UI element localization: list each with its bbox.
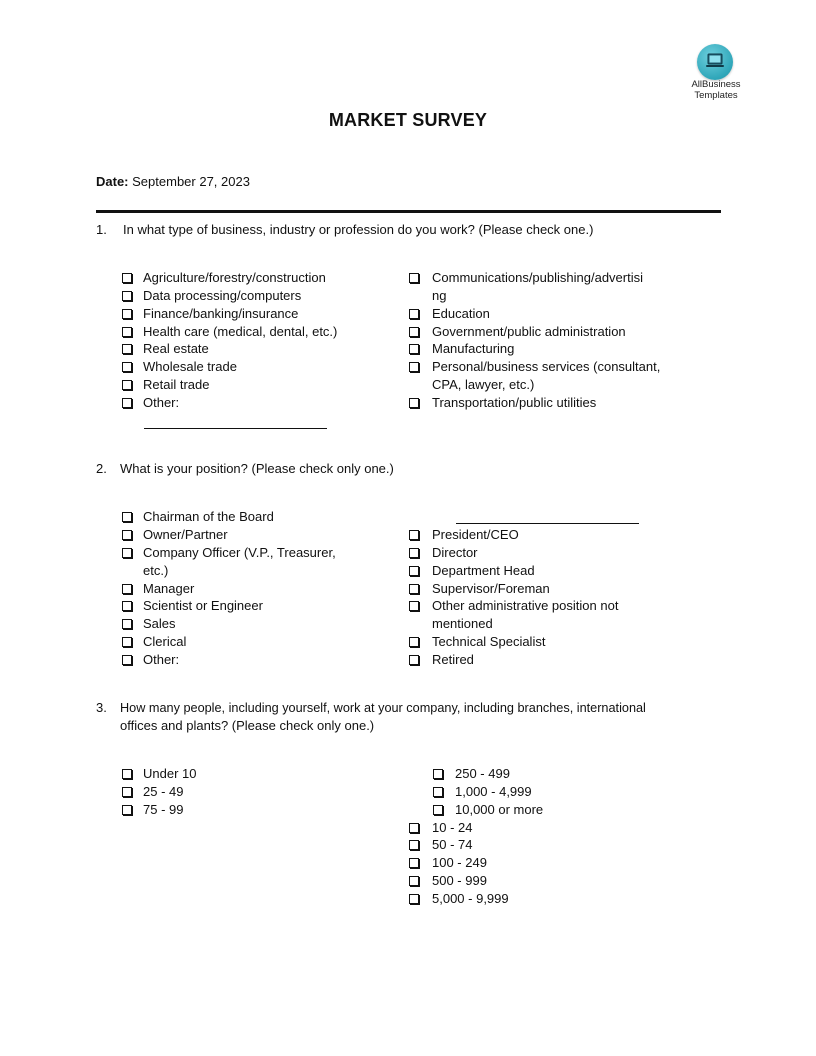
option-label: Sales — [143, 616, 176, 631]
checkbox-icon[interactable] — [409, 344, 419, 354]
option-label: mentioned — [432, 616, 493, 631]
other-write-in-line[interactable] — [456, 523, 639, 524]
checkbox-icon[interactable] — [122, 601, 132, 611]
checkbox-icon[interactable] — [409, 840, 419, 850]
checkbox-icon[interactable] — [409, 309, 419, 319]
checkbox-icon[interactable] — [433, 769, 443, 779]
option-label: Technical Specialist — [432, 634, 546, 649]
option-label: Manufacturing — [432, 341, 515, 356]
checkbox-icon[interactable] — [122, 769, 132, 779]
option-label: 75 - 99 — [143, 802, 184, 817]
checkbox-icon[interactable] — [122, 548, 132, 558]
option-label: Supervisor/Foreman — [432, 581, 550, 596]
option-label: Data processing/computers — [143, 288, 302, 303]
question-2 — [96, 460, 716, 478]
option-label: Wholesale trade — [143, 359, 237, 374]
checkbox-icon[interactable] — [409, 601, 419, 611]
option-label: 10,000 or more — [455, 802, 544, 817]
checkbox-icon[interactable] — [409, 548, 419, 558]
option-label: Education — [432, 306, 490, 321]
checkbox-icon[interactable] — [122, 787, 132, 797]
checkbox-icon[interactable] — [122, 362, 132, 372]
checkbox-icon[interactable] — [122, 584, 132, 594]
option-label: 10 - 24 — [432, 820, 473, 835]
option-label: Department Head — [432, 563, 535, 578]
brand-line-2: Templates — [694, 89, 738, 101]
brand-name — [680, 80, 752, 101]
option-label: 100 - 249 — [432, 855, 487, 870]
page-title: MARKET SURVEY — [328, 110, 488, 130]
option-label: Real estate — [143, 341, 209, 356]
option-label: etc.) — [143, 563, 169, 578]
checkbox-icon[interactable] — [409, 894, 419, 904]
checkbox-icon[interactable] — [409, 876, 419, 886]
option-label: Scientist or Engineer — [143, 598, 263, 613]
option-label: Retail trade — [143, 377, 210, 392]
divider — [96, 210, 721, 213]
checkbox-icon[interactable] — [122, 327, 132, 337]
option-label: 500 - 999 — [432, 873, 487, 888]
option-label: Owner/Partner — [143, 527, 228, 542]
option-label: 50 - 74 — [432, 837, 473, 852]
checkbox-icon[interactable] — [409, 823, 419, 833]
question-number: 3. — [96, 700, 107, 715]
date-row — [96, 174, 250, 189]
option-label: Other: — [143, 395, 180, 410]
option-label: 5,000 - 9,999 — [432, 891, 509, 906]
checkbox-icon[interactable] — [122, 273, 132, 283]
option-label: Government/public administration — [432, 324, 626, 339]
option-label: Other: — [143, 652, 180, 667]
question-text-line-1: How many people, including yourself, work at your company, including branches, international — [120, 701, 646, 715]
checkbox-icon[interactable] — [409, 530, 419, 540]
option-label: Retired — [432, 652, 474, 667]
checkbox-icon[interactable] — [409, 858, 419, 868]
question-3 — [96, 699, 716, 735]
checkbox-icon[interactable] — [122, 380, 132, 390]
checkbox-icon[interactable] — [409, 398, 419, 408]
option-label: Finance/banking/insurance — [143, 306, 299, 321]
question-text-line-2: offices and plants? (Please check only one.) — [120, 718, 375, 733]
option-label: Director — [432, 545, 478, 560]
checkbox-icon[interactable] — [122, 291, 132, 301]
question-number: 1. — [96, 222, 107, 237]
checkbox-icon[interactable] — [122, 637, 132, 647]
checkbox-icon[interactable] — [122, 530, 132, 540]
checkbox-icon[interactable] — [122, 512, 132, 522]
option-label: Other administrative position not — [432, 598, 619, 613]
question-text: In what type of business, industry or profession do you work? (Please check one.) — [123, 222, 594, 237]
option-label: Under 10 — [143, 766, 197, 781]
option-label: 1,000 - 4,999 — [455, 784, 532, 799]
checkbox-icon[interactable] — [122, 344, 132, 354]
checkbox-icon[interactable] — [122, 398, 132, 408]
option-label: Health care (medical, dental, etc.) — [143, 324, 338, 339]
checkbox-icon[interactable] — [409, 327, 419, 337]
checkbox-icon[interactable] — [122, 309, 132, 319]
brand-line-1: AllBusiness — [691, 79, 741, 90]
checkbox-icon[interactable] — [409, 273, 419, 283]
checkbox-icon[interactable] — [433, 787, 443, 797]
option-label: Communications/publishing/advertisi — [432, 270, 643, 285]
option-label: ng — [432, 288, 447, 303]
date-label: Date: — [96, 174, 129, 189]
option-label: Company Officer (V.P., Treasurer, — [143, 545, 336, 560]
question-number: 2. — [96, 461, 107, 476]
checkbox-icon[interactable] — [122, 655, 132, 665]
brand-logo — [697, 44, 733, 80]
checkbox-icon[interactable] — [409, 362, 419, 372]
option-label: Clerical — [143, 634, 187, 649]
checkbox-icon[interactable] — [433, 805, 443, 815]
option-label: Agriculture/forestry/construction — [143, 270, 326, 285]
checkbox-icon[interactable] — [122, 805, 132, 815]
option-label: President/CEO — [432, 527, 519, 542]
other-write-in-line[interactable] — [144, 428, 327, 429]
checkbox-icon[interactable] — [409, 584, 419, 594]
checkbox-icon[interactable] — [122, 619, 132, 629]
date-value: September 27, 2023 — [132, 174, 250, 189]
option-label: 25 - 49 — [143, 784, 184, 799]
question-1 — [96, 221, 716, 239]
laptop-icon — [705, 53, 725, 69]
checkbox-icon[interactable] — [409, 655, 419, 665]
question-text: What is your position? (Please check only one.) — [120, 461, 394, 476]
option-label: Chairman of the Board — [143, 509, 274, 524]
option-label: Manager — [143, 581, 195, 596]
checkbox-icon[interactable] — [409, 566, 419, 576]
option-label: 250 - 499 — [455, 766, 510, 781]
option-label: Personal/business services (consultant, — [432, 359, 661, 374]
checkbox-icon[interactable] — [409, 637, 419, 647]
option-label: Transportation/public utilities — [432, 395, 597, 410]
option-label: CPA, lawyer, etc.) — [432, 377, 535, 392]
